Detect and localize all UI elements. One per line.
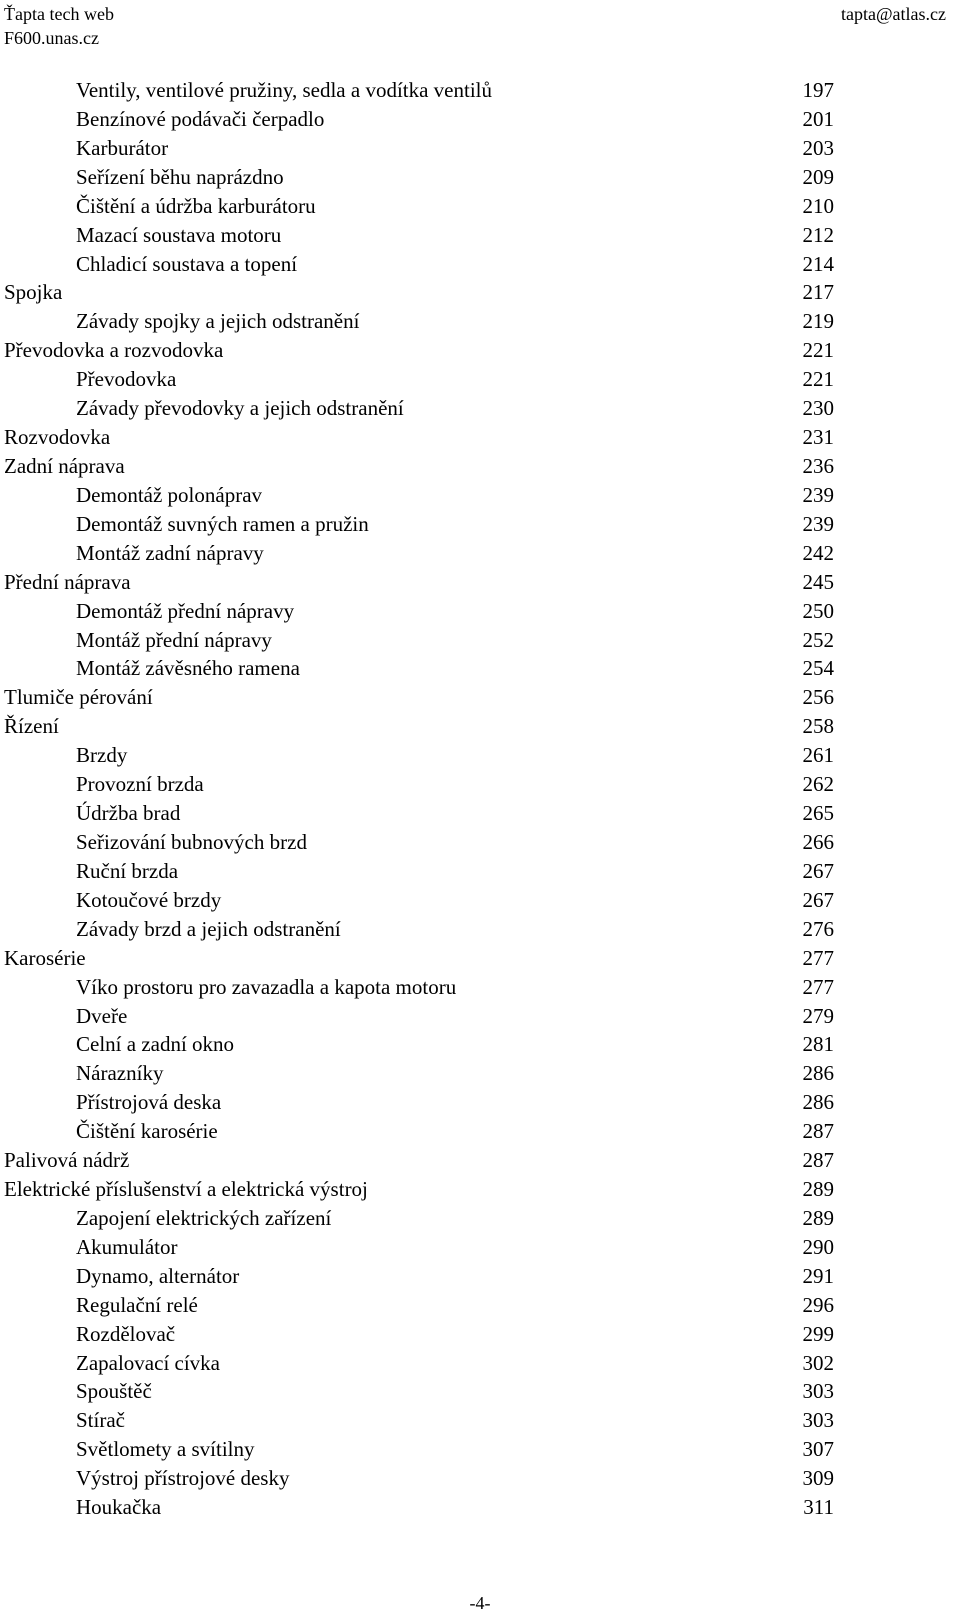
toc-entry-title: Spojka <box>4 280 63 305</box>
toc-entry <box>4 221 834 250</box>
toc-entry <box>4 886 834 915</box>
toc-entry <box>4 1030 834 1059</box>
toc-entry <box>4 1493 834 1522</box>
toc-entry-title: Karosérie <box>4 945 86 970</box>
table-of-contents <box>4 76 834 1522</box>
toc-entry-page: 266 <box>802 829 834 854</box>
toc-entry-title: Celní a zadní okno <box>76 1032 235 1057</box>
toc-entry-title: Rozdělovač <box>76 1321 176 1346</box>
toc-entry-title: Spouštěč <box>76 1379 152 1404</box>
toc-entry <box>4 1002 834 1031</box>
toc-entry-title: Houkačka <box>76 1495 162 1520</box>
toc-entry <box>4 799 834 828</box>
toc-entry-page: 210 <box>802 193 834 218</box>
toc-entry <box>4 597 834 626</box>
toc-entry <box>4 1146 834 1175</box>
toc-entry-title: Zadní náprava <box>4 453 125 478</box>
toc-entry-page: 250 <box>802 598 834 623</box>
toc-entry <box>4 626 834 655</box>
site-host: F600.unas.cz <box>4 28 99 48</box>
toc-entry-title: Chladicí soustava a topení <box>76 251 298 276</box>
toc-entry <box>4 1320 834 1349</box>
toc-entry-page: 209 <box>802 164 834 189</box>
toc-entry <box>4 1117 834 1146</box>
toc-entry-title: Benzínové podávači čerpadlo <box>76 106 325 131</box>
toc-entry <box>4 423 834 452</box>
toc-entry-page: 201 <box>802 106 834 131</box>
toc-entry-title: Zapojení elektrických zařízení <box>76 1205 332 1230</box>
site-name: Ťapta tech web <box>4 4 114 24</box>
toc-entry-page: 217 <box>802 280 834 305</box>
toc-entry-title: Převodovka a rozvodovka <box>4 338 224 363</box>
toc-entry-page: 212 <box>802 222 834 247</box>
toc-entry-title: Montáž zadní nápravy <box>76 540 264 565</box>
toc-entry-title: Údržba brad <box>76 801 181 826</box>
toc-entry-title: Brzdy <box>76 743 128 768</box>
toc-entry-page: 281 <box>802 1032 834 1057</box>
toc-entry-title: Provozní brzda <box>76 772 204 797</box>
toc-entry-page: 254 <box>802 656 834 681</box>
toc-entry-title: Demontáž polonáprav <box>76 482 263 507</box>
toc-entry <box>4 1291 834 1320</box>
toc-entry-page: 277 <box>802 945 834 970</box>
toc-entry-page: 267 <box>802 887 834 912</box>
toc-entry-title: Regulační relé <box>76 1292 198 1317</box>
toc-entry-page: 289 <box>802 1205 834 1230</box>
toc-entry-page: 252 <box>802 627 834 652</box>
toc-entry-page: 303 <box>802 1408 834 1433</box>
toc-entry-title: Mazací soustava motoru <box>76 222 282 247</box>
toc-entry-title: Rozvodovka <box>4 425 111 450</box>
toc-entry <box>4 770 834 799</box>
toc-entry-title: Řízení <box>4 714 59 739</box>
toc-entry-title: Elektrické příslušenství a elektrická výstroj <box>4 1177 368 1202</box>
toc-entry <box>4 510 834 539</box>
toc-entry <box>4 539 834 568</box>
toc-entry-page: 214 <box>802 251 834 276</box>
toc-entry <box>4 973 834 1002</box>
toc-entry-page: 221 <box>802 338 834 363</box>
toc-entry <box>4 741 834 770</box>
toc-entry-title: Přední náprava <box>4 569 131 594</box>
toc-entry <box>4 828 834 857</box>
toc-entry-page: 279 <box>802 1003 834 1028</box>
toc-entry-title: Stírač <box>76 1408 125 1433</box>
toc-entry <box>4 1262 834 1291</box>
toc-entry <box>4 654 834 683</box>
toc-entry-title: Kotoučové brzdy <box>76 887 222 912</box>
toc-entry-title: Nárazníky <box>76 1061 164 1086</box>
toc-entry-title: Dveře <box>76 1003 128 1028</box>
toc-entry-title: Demontáž přední nápravy <box>76 598 295 623</box>
toc-entry-page: 262 <box>802 772 834 797</box>
toc-entry <box>4 134 834 163</box>
toc-entry-page: 309 <box>802 1466 834 1491</box>
toc-entry-title: Přístrojová deska <box>76 1090 222 1115</box>
toc-entry-page: 245 <box>802 569 834 594</box>
toc-entry-page: 299 <box>802 1321 834 1346</box>
page-header <box>4 2 946 50</box>
toc-entry-page: 276 <box>802 916 834 941</box>
toc-entry-page: 197 <box>802 78 834 102</box>
toc-entry <box>4 1059 834 1088</box>
toc-entry-page: 239 <box>802 511 834 536</box>
toc-entry-page: 265 <box>802 801 834 826</box>
toc-entry-title: Závady brzd a jejich odstranění <box>76 916 341 941</box>
toc-entry-title: Karburátor <box>76 135 169 160</box>
toc-entry <box>4 105 834 134</box>
toc-entry <box>4 336 834 365</box>
toc-entry-title: Demontáž suvných ramen a pružin <box>76 511 369 536</box>
toc-entry-page: 289 <box>802 1177 834 1202</box>
toc-entry-page: 267 <box>802 858 834 883</box>
toc-entry-title: Víko prostoru pro zavazadla a kapota motoru <box>76 974 457 999</box>
toc-entry-title: Montáž závěsného ramena <box>76 656 300 681</box>
toc-entry-page: 239 <box>802 482 834 507</box>
toc-entry <box>4 394 834 423</box>
toc-entry <box>4 712 834 741</box>
toc-entry-title: Akumulátor <box>76 1234 178 1259</box>
toc-entry-page: 236 <box>802 453 834 478</box>
toc-entry-title: Světlomety a svítilny <box>76 1437 255 1462</box>
toc-entry-title: Palivová nádrž <box>4 1148 130 1173</box>
toc-entry-page: 307 <box>802 1437 834 1462</box>
contact-email: tapta@atlas.cz <box>840 4 946 24</box>
toc-entry <box>4 915 834 944</box>
toc-entry-page: 231 <box>802 425 834 450</box>
toc-entry <box>4 307 834 336</box>
toc-entry <box>4 1435 834 1464</box>
toc-entry-page: 287 <box>802 1119 834 1144</box>
toc-entry-page: 286 <box>802 1061 834 1086</box>
toc-entry <box>4 163 834 192</box>
toc-entry <box>4 1175 834 1204</box>
toc-entry-page: 291 <box>802 1263 834 1288</box>
toc-entry-page: 242 <box>802 540 834 565</box>
toc-entry-page: 302 <box>802 1350 834 1375</box>
toc-entry-title: Závady spojky a jejich odstranění <box>76 309 360 334</box>
toc-entry-title: Čištění karosérie <box>76 1119 218 1144</box>
page-number: -4- <box>469 1593 491 1613</box>
toc-entry-page: 286 <box>802 1090 834 1115</box>
toc-entry-page: 303 <box>802 1379 834 1404</box>
toc-entry <box>4 250 834 279</box>
toc-entry <box>4 1233 834 1262</box>
toc-entry-title: Montáž přední nápravy <box>76 627 272 652</box>
toc-entry <box>4 1406 834 1435</box>
toc-entry-page: 287 <box>802 1148 834 1173</box>
toc-entry-title: Seřízení běhu naprázdno <box>76 164 284 189</box>
toc-entry <box>4 1204 834 1233</box>
toc-entry <box>4 1349 834 1378</box>
toc-entry <box>4 192 834 221</box>
toc-entry-page: 256 <box>802 685 834 710</box>
toc-entry <box>4 1464 834 1493</box>
toc-entry-page: 261 <box>802 743 834 768</box>
toc-entry-title: Výstroj přístrojové desky <box>76 1466 290 1491</box>
toc-entry <box>4 683 834 712</box>
toc-entry <box>4 1377 834 1406</box>
toc-entry-title: Dynamo, alternátor <box>76 1263 240 1288</box>
toc-entry-title: Ventily, ventilové pružiny, sedla a vodítka ventilů <box>76 78 493 102</box>
toc-entry-page: 203 <box>802 135 834 160</box>
toc-entry-page: 219 <box>802 309 834 334</box>
toc-entry <box>4 365 834 394</box>
toc-entry-title: Zapalovací cívka <box>76 1350 221 1375</box>
toc-entry-title: Čištění a údržba karburátoru <box>76 193 316 218</box>
toc-entry-title: Tlumiče pérování <box>4 685 153 710</box>
toc-entry-page: 221 <box>802 367 834 392</box>
toc-entry-title: Převodovka <box>76 367 177 392</box>
toc-entry-page: 290 <box>802 1234 834 1259</box>
toc-entry <box>4 452 834 481</box>
toc-entry <box>4 857 834 886</box>
toc-entry <box>4 481 834 510</box>
toc-entry-title: Seřizování bubnových brzd <box>76 829 307 854</box>
toc-entry-title: Ruční brzda <box>76 858 179 883</box>
toc-entry <box>4 278 834 307</box>
toc-entry <box>4 1088 834 1117</box>
toc-entry-title: Závady převodovky a jejich odstranění <box>76 396 404 421</box>
toc-entry <box>4 568 834 597</box>
toc-entry <box>4 944 834 973</box>
toc-entry-page: 258 <box>802 714 834 739</box>
toc-entry <box>4 76 834 105</box>
toc-entry-page: 230 <box>802 396 834 421</box>
toc-entry-page: 311 <box>803 1495 834 1520</box>
toc-entry-page: 296 <box>802 1292 834 1317</box>
toc-entry-page: 277 <box>802 974 834 999</box>
